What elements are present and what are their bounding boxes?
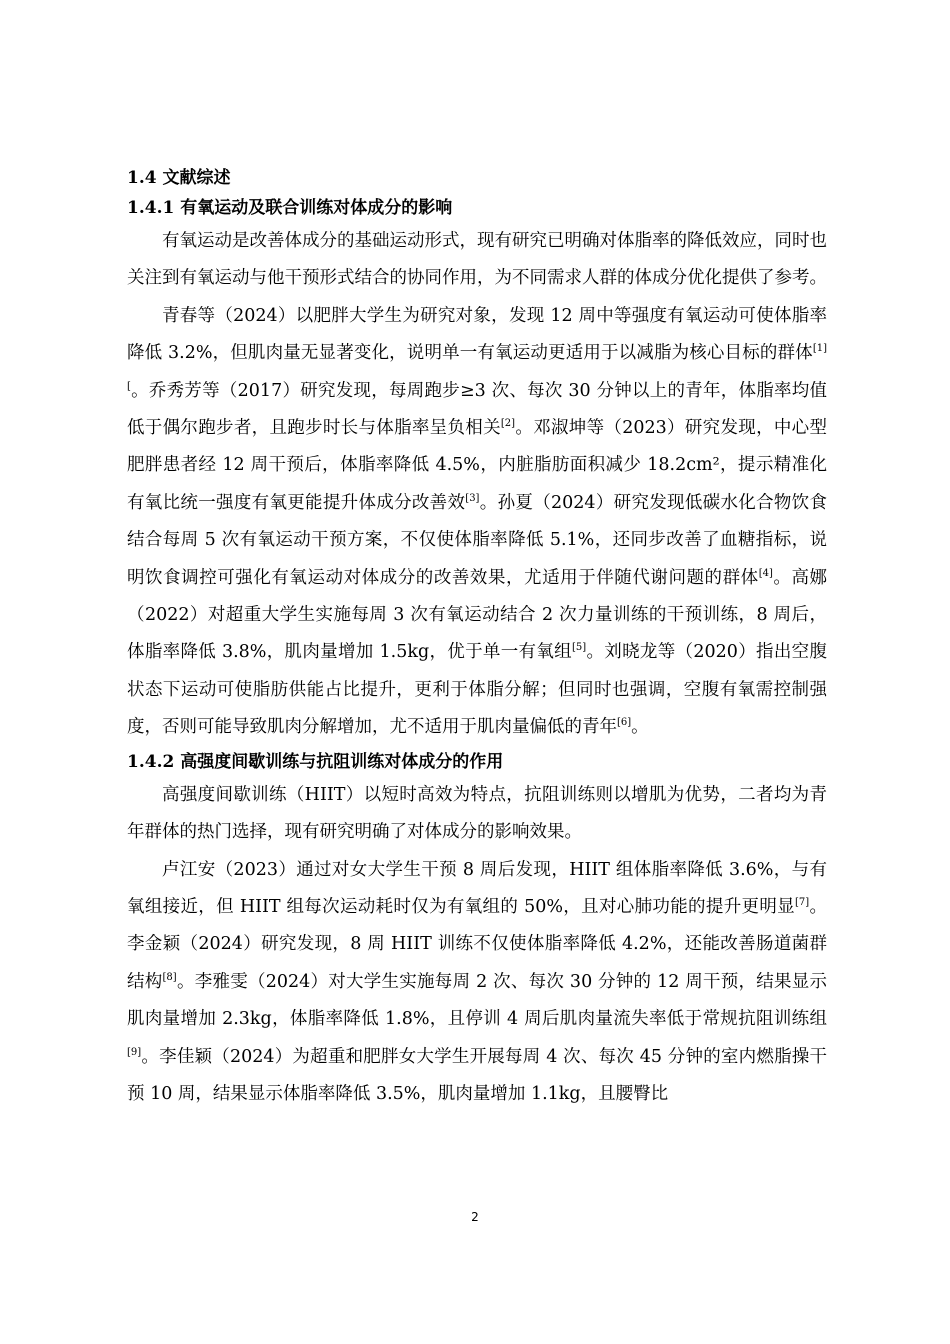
text-run: 。李雅雯（2024）对大学生实施每周 2 次、每次 30 分钟的 12 周干预，结果显示肌肉量增加 2.3kg，体脂率降低 1.8%，且停训 4 周后肌肉量流失率低于常规抗阻训练组 [127,971,827,1030]
text-run: 卢江安（2023）通过对女大学生干预 8 周后发现，HIIT 组体脂率降低 3.6%，与有氧组接近，但 HIIT 组每次运动耗时仅为有氧组的 50%，且对心肺功能的提升更明显 [127,859,827,917]
subsection-heading-1-4-2: 1.4.2 高强度间歇训练与抗阻训练对体成分的作用 [127,751,504,772]
citation-ref: [2] [500,418,516,430]
citation-ref: [5] [571,642,587,654]
citation-ref: [9] [127,1046,142,1058]
citation-ref: [6] [617,717,632,729]
citation-ref: [8] [162,971,177,983]
text-run: 。乔秀芳等（2017）研究发现，每周跑步≥3 次、每次 30 分钟以上的青年，体脂率均值低于偶尔跑步者，且跑步时长与体脂率呈负相关 [127,380,827,439]
citation-ref: [7] [795,897,810,909]
text-run: 。孙夏（2024）研究发现低碳水化合物饮食结合每周 5 次有氧运动干预方案，不仅使体脂率降低 5.1%，还同步改善了血糖指标，说明饮食调控可强化有氧运动对体成分的改善效果，尤适用于伴随代谢问题的群体 [127,492,827,588]
citation-ref: [3] [465,493,480,505]
text-run: 。高娜（2022）对超重大学生实施每周 3 次有氧运动结合 2 次力量训练的干预训练，8 周后，体脂率降低 3.8%，肌肉量增加 1.5kg，优于单一有氧组 [127,567,828,663]
paragraph-aerobic-intro: 有氧运动是改善体成分的基础运动形式，现有研究已明确对体脂率的降低效应，同时也关注到有氧运动与他干预形式结合的协同作用，为不同需求人群的体成分优化提供了参考。 [127,231,827,289]
paragraph-hiit-intro: 高强度间歇训练（HIIT）以短时高效为特点，抗阻训练则以增肌为优势，二者均为青年群体的热门选择，现有研究明确了对体成分的影响效果。 [127,784,827,843]
text-run: 。刘晓龙等（2020）指出空腹状态下运动可使脂肪供能占比提升，更利于体脂分解；但同时也强调，空腹有氧需控制强度，否则可能导致肌肉分解增加，尤不适用于肌肉量偏低的青年 [127,642,827,738]
text-run: 。李佳颖（2024）为超重和肥胖女大学生开展每周 4 次、每次 45 分钟的室内燃脂操干预 10 周，结果显示体脂率降低 3.5%，肌肉量增加 1.1kg，且腰臀比 [127,1046,827,1104]
document-body [127,163,827,1113]
subsection-heading-1-4-1: 1.4.1 有氧运动及联合训练对体成分的影响 [127,198,453,218]
citation-ref: [4] [758,567,773,579]
paragraph-aerobic-studies [127,298,827,747]
text-run: 。邓淑坤等（2023）研究发现，中心型肥胖患者经 12 周干预后，体脂率降低 4.5%，内脏脂肪面积减少 18.2cm²，提示精准化有氧比统一强度有氧更能提升体成分改善效 [127,418,827,513]
page-number: 2 [471,1210,479,1224]
paragraph-hiit-studies [127,852,827,1114]
section-heading: 1.4 文献综述 [127,168,231,188]
text-run: 。李金颖（2024）研究发现，8 周 HIIT 训练不仅使体脂率降低 4.2%，还能改善肠道菌群结构 [127,896,828,992]
text-run: 。 [631,717,649,738]
text-run: 青春等（2024）以肥胖大学生为研究对象，发现 12 周中等强度有氧运动可使体脂率降低 3.2%，但肌肉量无显著变化，说明单一有氧运动更适用于以减脂为核心目标的群体 [127,305,827,364]
citation-ref: [1][ [127,343,827,392]
